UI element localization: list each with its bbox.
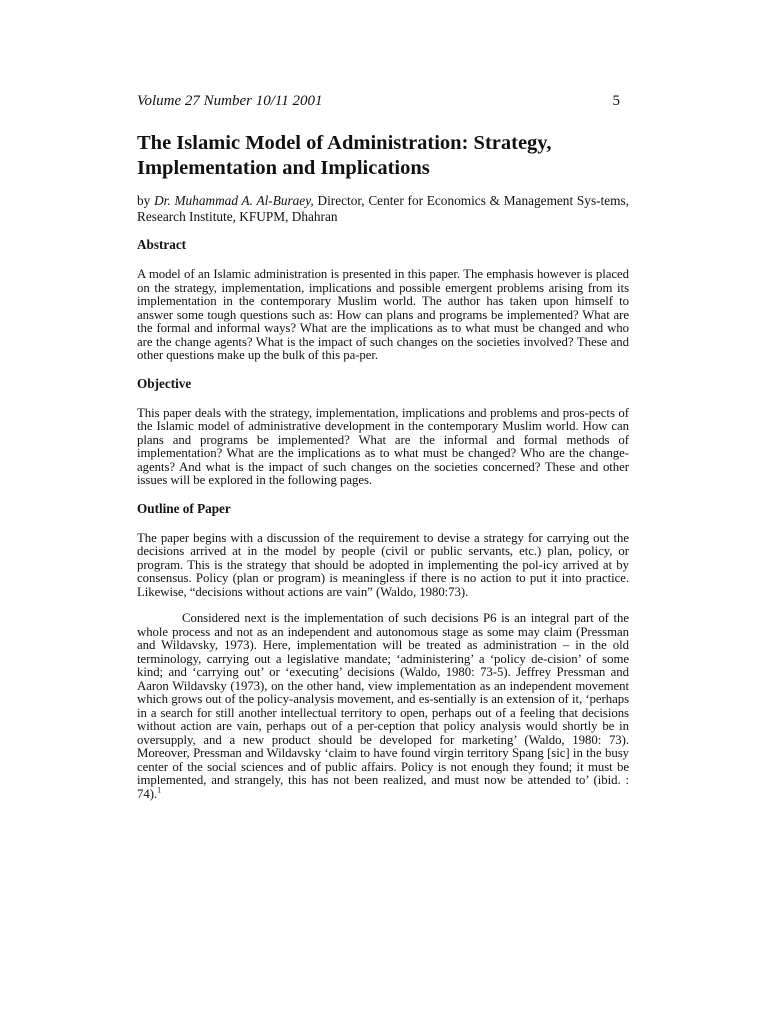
outline-paragraph-2-text: Considered next is the implementation of such decisions P6 is an integral part of the whole process and not as an independent and autonomous stage as some may claim (Pressman and Wildavsky, 1973). Here, implementation will be treated as administration – in the old terminology, carrying out a legislative mandate; ‘administering’ a ‘policy de-cision’ of some kind; and ‘carrying out’ or ‘executing’ decisions (Waldo, 1980: 73-5). Jeffrey Pressman and Aaron Wildavsky (1973), on the other hand, view implementation as an independent movement which grows out of the policy-analysis movement, and es-sentially is an extension of it, ‘perhaps in a search for still another intellectual territory to open, perhaps out of a feeling that decisions without action are vain, perhaps out of a per-ception that policy analysis would shortly be in oversupply, and a new product should be developed for marketing’ (Waldo, 1980: 73). Moreover, Pressman and Wildavsky ‘claim to have found virgin territory Spang [sic] in the busy center of the social sciences and of public affairs. Policy is not enough they found; it must be implemented, and strangely, this has not been realized, and must now be attended to’ (ibid. : 74). [137, 611, 629, 801]
running-head [137, 93, 620, 110]
abstract-heading: Abstract [137, 237, 187, 252]
author-affiliation: Director, Center for Economics & Management Sys-tems, Research Institute, KFUPM, Dhahran [137, 193, 629, 224]
outline-paragraph-1: The paper begins with a discussion of the requirement to devise a strategy for carrying out the decisions arrived at in the model by people (civil or public servants, etc.) plan, policy, or program. This is the strategy that should be adopted in implementing the pol-icy arrived at by consensus. Policy (plan or program) is meaningless if there is no action to put it into practice. Likewise, “decisions without actions are vain” (Waldo, 1980:73). [137, 530, 629, 599]
abstract-text: A model of an Islamic administration is presented in this paper. The emphasis however is placed on the strategy, implementation, implications and possible emergent problems arising from its implementation in the contemporary Muslim world. The author has taken upon himself to answer some tough questions such as: How can plans and programs be implemented? What are the formal and informal ways? What are the implications as to what must be changed and who are the change agents? What is the impact of such changes on the societies involved? These and other questions make up the bulk of this pa-per. [137, 267, 629, 362]
byline-prefix: by [137, 193, 155, 208]
objective-heading: Objective [137, 375, 192, 391]
outline-paragraph-2 [137, 612, 629, 801]
footnote-marker[interactable]: 1 [157, 785, 162, 795]
paper-body [137, 237, 629, 801]
page-number: 5 [612, 93, 620, 109]
journal-issue: Volume 27 Number 10/11 2001 [137, 93, 323, 109]
author-name: Dr. Muhammad A. Al-Buraey, [154, 193, 314, 208]
byline [137, 193, 629, 224]
objective-text: This paper deals with the strategy, implementation, implications and problems and pros-pects of the Islamic model of administrative development in the contemporary Muslim world. How can plans and programs be implemented? What are the informal and formal methods of implementation? What are the implications as to what must be changed? Who are the change-agents? And what is the impact of such changes on the societies concerned? These and other issues will be explored in the following pages. [137, 405, 629, 487]
outline-heading: Outline of Paper [137, 500, 231, 516]
paper-title: The Islamic Model of Administration: Strategy, Implementation and Implications [137, 132, 552, 179]
